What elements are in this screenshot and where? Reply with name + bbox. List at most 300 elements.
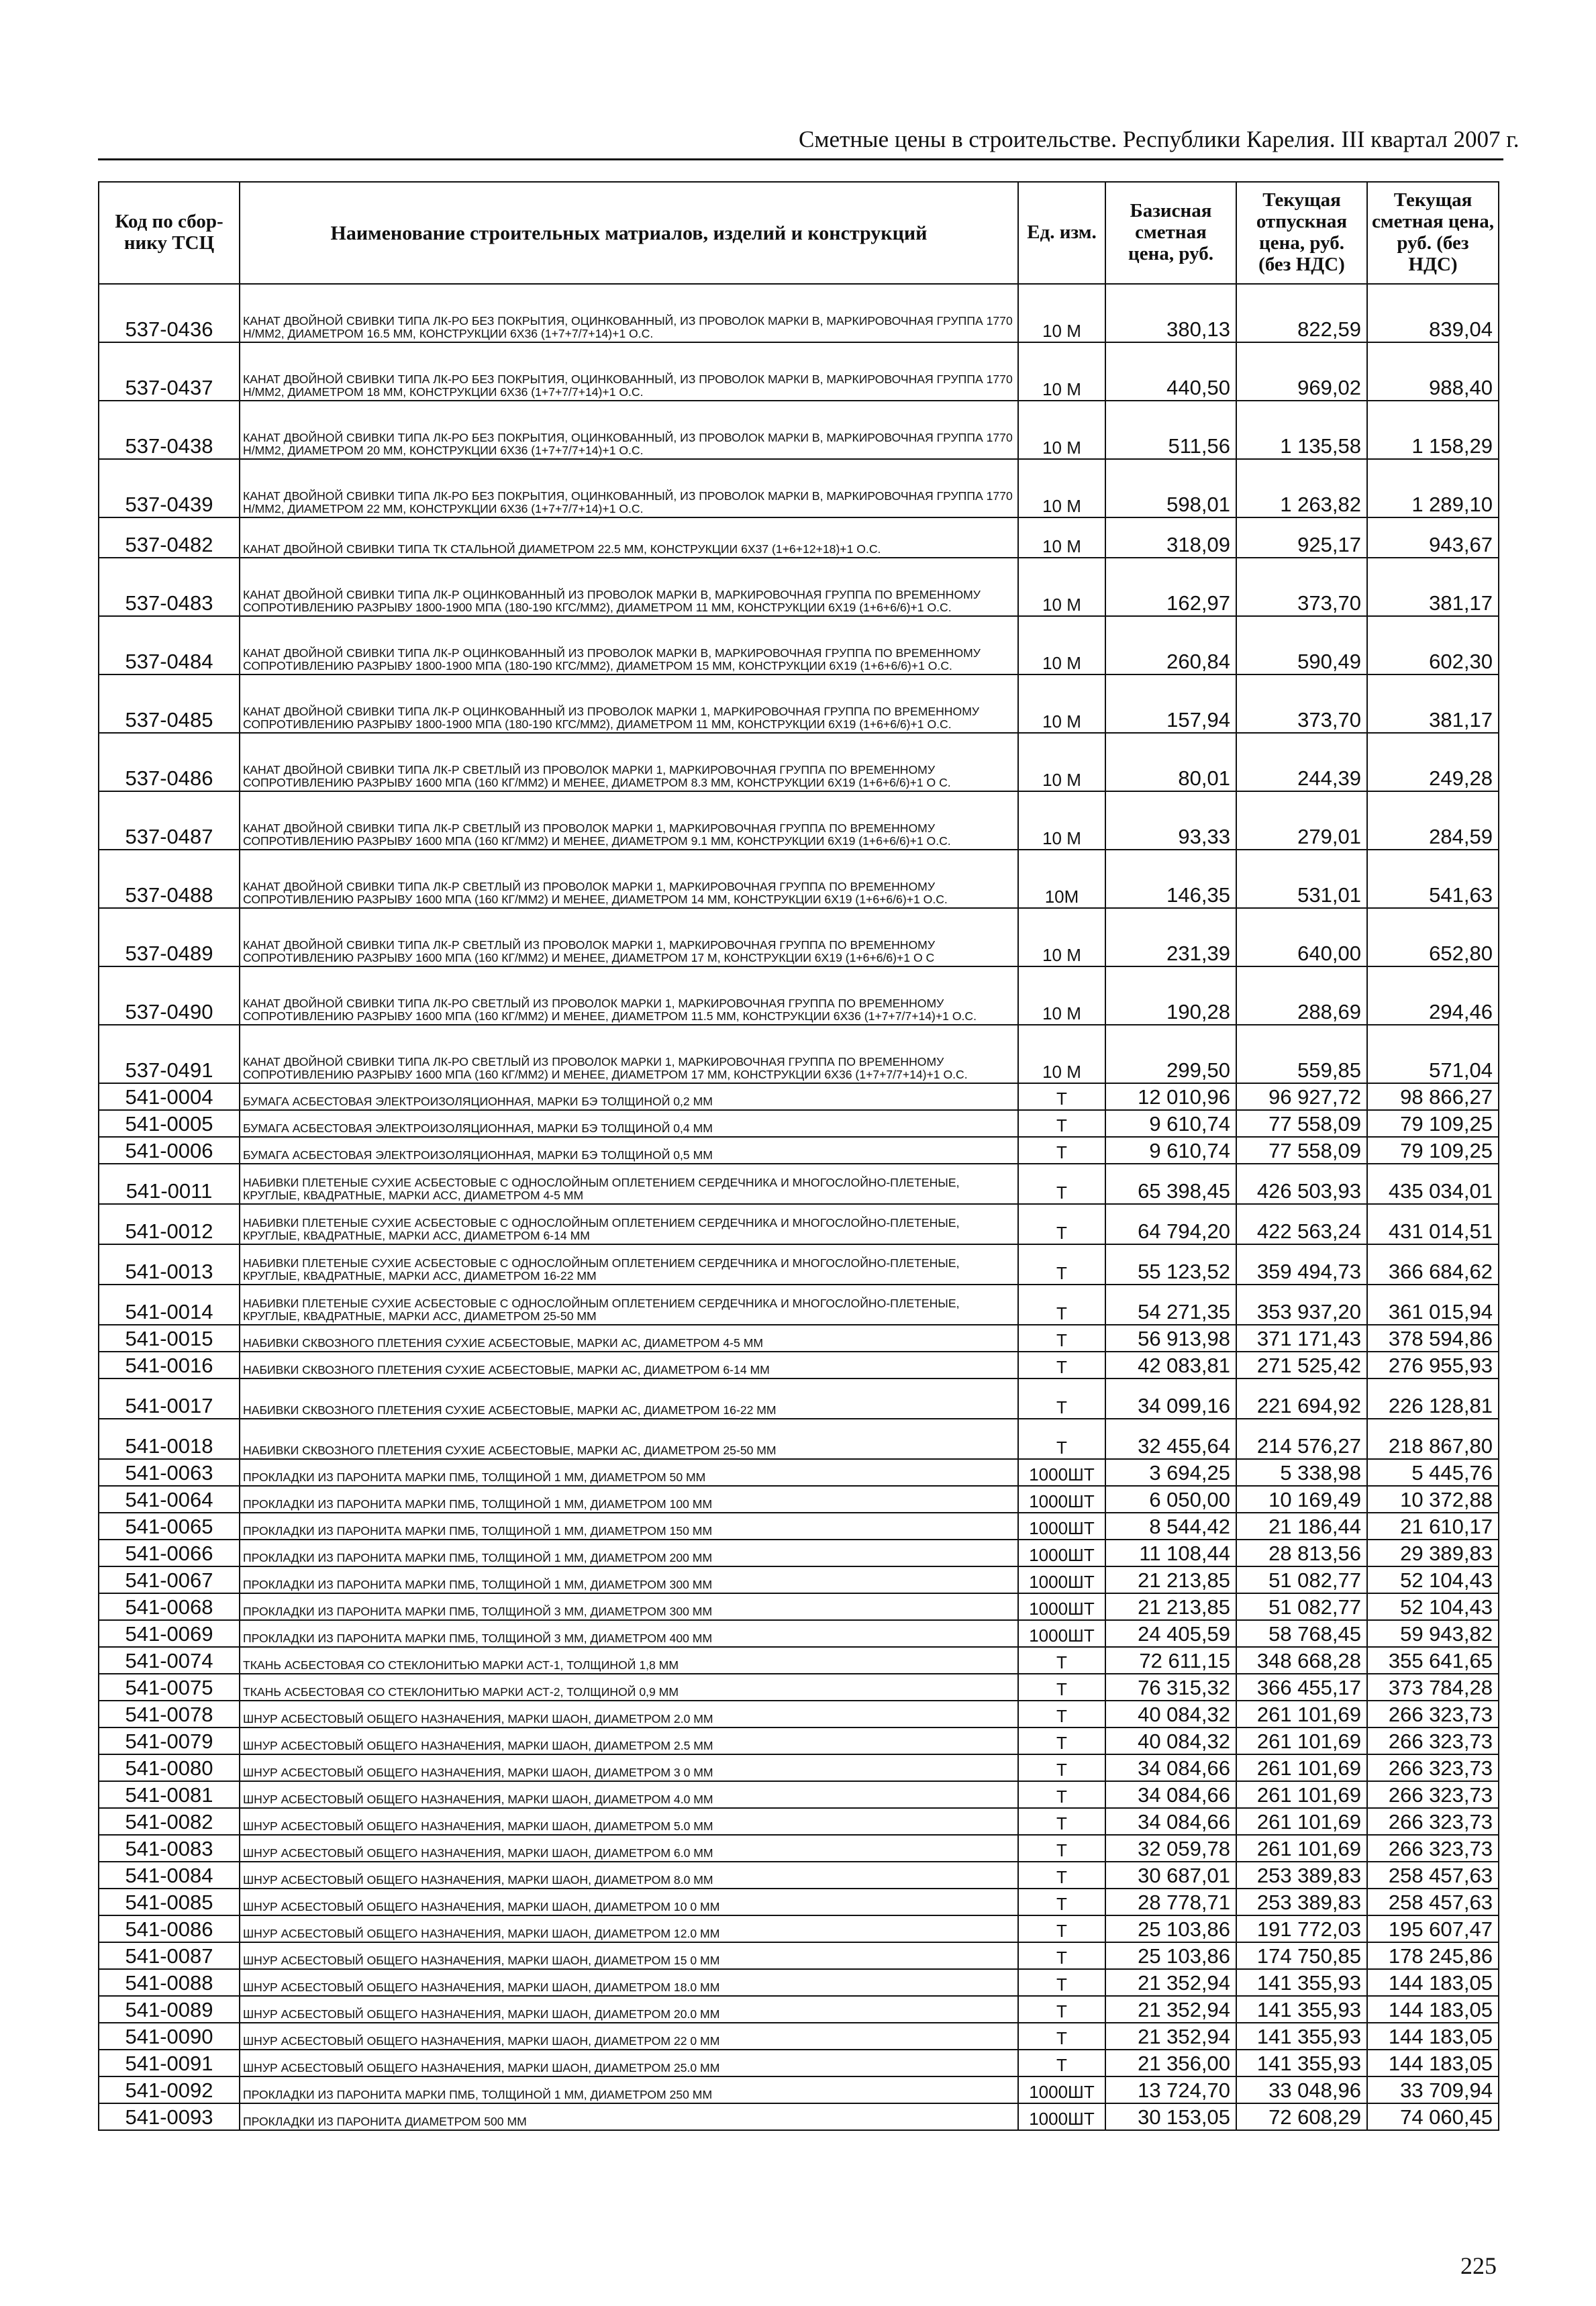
estimate-price-cell: 266 323,73 (1367, 1835, 1499, 1862)
table-row (99, 791, 1499, 850)
unit-cell: Т (1018, 1915, 1105, 1942)
base-price-cell: 9 610,74 (1105, 1137, 1236, 1164)
unit-cell: Т (1018, 1110, 1105, 1137)
base-price-cell: 34 099,16 (1105, 1378, 1236, 1419)
base-price-cell: 12 010,96 (1105, 1083, 1236, 1110)
column-header-unit: Ед. изм. (1018, 182, 1105, 284)
code-cell: 541-0074 (99, 1647, 240, 1674)
base-price-cell: 56 913,98 (1105, 1325, 1236, 1352)
unit-cell: Т (1018, 1352, 1105, 1378)
table-row (99, 1889, 1499, 1915)
base-price-cell: 6 050,00 (1105, 1486, 1236, 1513)
unit-cell: 1000ШТ (1018, 1593, 1105, 1620)
release-price-cell: 5 338,98 (1236, 1459, 1367, 1486)
estimate-price-cell: 1 158,29 (1367, 401, 1499, 459)
estimate-price-cell: 839,04 (1367, 284, 1499, 342)
name-cell: ШНУР АСБЕСТОВЫЙ ОБЩЕГО НАЗНАЧЕНИЯ, МАРКИ ШАОН, ДИАМЕТРОМ 12.0 ММ (240, 1915, 1018, 1942)
release-price-cell: 373,70 (1236, 558, 1367, 616)
table-row (99, 2023, 1499, 2050)
table-row (99, 459, 1499, 517)
unit-cell: Т (1018, 1244, 1105, 1285)
release-price-cell: 261 101,69 (1236, 1754, 1367, 1781)
name-cell: ТКАНЬ АСБЕСТОВАЯ СО СТЕКЛОНИТЬЮ МАРКИ АСТ-1, ТОЛЩИНОЙ 1,8 ММ (240, 1647, 1018, 1674)
unit-cell: 10М (1018, 850, 1105, 908)
code-cell: 541-0075 (99, 1674, 240, 1701)
estimate-price-cell: 59 943,82 (1367, 1620, 1499, 1647)
code-cell: 541-0005 (99, 1110, 240, 1137)
base-price-cell: 28 778,71 (1105, 1889, 1236, 1915)
unit-cell: 10 М (1018, 459, 1105, 517)
code-cell: 537-0490 (99, 966, 240, 1025)
base-price-cell: 54 271,35 (1105, 1285, 1236, 1325)
name-cell: ШНУР АСБЕСТОВЫЙ ОБЩЕГО НАЗНАЧЕНИЯ, МАРКИ ШАОН, ДИАМЕТРОМ 10 0 ММ (240, 1889, 1018, 1915)
estimate-price-cell: 361 015,94 (1367, 1285, 1499, 1325)
unit-cell: 10 М (1018, 284, 1105, 342)
release-price-cell: 426 503,93 (1236, 1164, 1367, 1204)
base-price-cell: 40 084,32 (1105, 1701, 1236, 1727)
table-row (99, 1083, 1499, 1110)
name-cell: ШНУР АСБЕСТОВЫЙ ОБЩЕГО НАЗНАЧЕНИЯ, МАРКИ ШАОН, ДИАМЕТРОМ 2.0 ММ (240, 1701, 1018, 1727)
unit-cell: Т (1018, 1083, 1105, 1110)
release-price-cell: 261 101,69 (1236, 1781, 1367, 1808)
table-row (99, 1727, 1499, 1754)
unit-cell: 10 М (1018, 342, 1105, 401)
estimate-price-cell: 571,04 (1367, 1025, 1499, 1083)
estimate-price-cell: 378 594,86 (1367, 1325, 1499, 1352)
release-price-cell: 261 101,69 (1236, 1808, 1367, 1835)
release-price-cell: 51 082,77 (1236, 1566, 1367, 1593)
table-row (99, 1419, 1499, 1459)
base-price-cell: 30 687,01 (1105, 1862, 1236, 1889)
estimate-price-cell: 52 104,43 (1367, 1566, 1499, 1593)
code-cell: 541-0014 (99, 1285, 240, 1325)
base-price-cell: 21 352,94 (1105, 1969, 1236, 1996)
table-row (99, 342, 1499, 401)
estimate-price-cell: 355 641,65 (1367, 1647, 1499, 1674)
code-cell: 541-0017 (99, 1378, 240, 1419)
base-price-cell: 260,84 (1105, 616, 1236, 674)
base-price-cell: 34 084,66 (1105, 1754, 1236, 1781)
estimate-price-cell: 5 445,76 (1367, 1459, 1499, 1486)
code-cell: 541-0082 (99, 1808, 240, 1835)
table-row (99, 1835, 1499, 1862)
name-cell: КАНАТ ДВОЙНОЙ СВИВКИ ТИПА ЛК-РО БЕЗ ПОКРЫТИЯ, ОЦИНКОВАННЫЙ, ИЗ ПРОВОЛОК МАРКИ В, МАРКИРОВОЧНАЯ ГРУППА 1770 Н/ММ2, ДИАМЕТРОМ 20 ММ, КОНСТРУКЦИИ 6Х36 (1+7+7/7+14)+1 О.С. (240, 401, 1018, 459)
name-cell: КАНАТ ДВОЙНОЙ СВИВКИ ТИПА ЛК-РО СВЕТЛЫЙ ИЗ ПРОВОЛОК МАРКИ 1, МАРКИРОВОЧНАЯ ГРУППА ПО ВРЕМЕННОМУ СОПРОТИВЛЕНИЮ РАЗРЫВУ 1600 МПА (160 КГ/ММ2) И МЕНЕЕ, ДИАМЕТРОМ 17 ММ, КОНСТРУКЦИИ 6Х36 (1+7+7/7+14)+1 О.С. (240, 1025, 1018, 1083)
estimate-price-cell: 541,63 (1367, 850, 1499, 908)
unit-cell: 1000ШТ (1018, 1459, 1105, 1486)
release-price-cell: 28 813,56 (1236, 1540, 1367, 1566)
estimate-price-cell: 258 457,63 (1367, 1862, 1499, 1889)
release-price-cell: 261 101,69 (1236, 1835, 1367, 1862)
name-cell: НАБИВКИ ПЛЕТЕНЫЕ СУХИЕ АСБЕСТОВЫЕ С ОДНОСЛОЙНЫМ ОПЛЕТЕНИЕМ СЕРДЕЧНИКА И МНОГОСЛОЙНО-ПЛЕТЕНЫЕ, КРУГЛЫЕ, КВАДРАТНЫЕ, МАРКИ АСС, ДИАМЕТРОМ 4-5 ММ (240, 1164, 1018, 1204)
code-cell: 541-0087 (99, 1942, 240, 1969)
unit-cell: 1000ШТ (1018, 1540, 1105, 1566)
name-cell: ПРОКЛАДКИ ИЗ ПАРОНИТА МАРКИ ПМБ, ТОЛЩИНОЙ 1 ММ, ДИАМЕТРОМ 250 ММ (240, 2076, 1018, 2103)
name-cell: КАНАТ ДВОЙНОЙ СВИВКИ ТИПА ЛК-Р ОЦИНКОВАННЫЙ ИЗ ПРОВОЛОК МАРКИ В, МАРКИРОВОЧНАЯ ГРУППА ПО ВРЕМЕННОМУ СОПРОТИВЛЕНИЮ РАЗРЫВУ 1800-1900 МПА (180-190 КГС/ММ2), ДИАМЕТРОМ 11 ММ, КОНСТРУКЦИИ 6Х19 (1+6+6/6)+1 О.С. (240, 558, 1018, 616)
unit-cell: 1000ШТ (1018, 2103, 1105, 2130)
table-row (99, 1942, 1499, 1969)
code-cell: 537-0488 (99, 850, 240, 908)
table-row (99, 1969, 1499, 1996)
code-cell: 541-0090 (99, 2023, 240, 2050)
table-body (99, 284, 1499, 2130)
base-price-cell: 25 103,86 (1105, 1915, 1236, 1942)
base-price-cell: 11 108,44 (1105, 1540, 1236, 1566)
unit-cell: Т (1018, 2023, 1105, 2050)
base-price-cell: 190,28 (1105, 966, 1236, 1025)
base-price-cell: 72 611,15 (1105, 1647, 1236, 1674)
base-price-cell: 65 398,45 (1105, 1164, 1236, 1204)
base-price-cell: 80,01 (1105, 733, 1236, 791)
code-cell: 541-0080 (99, 1754, 240, 1781)
table-row (99, 1513, 1499, 1540)
release-price-cell: 10 169,49 (1236, 1486, 1367, 1513)
base-price-cell: 34 084,66 (1105, 1808, 1236, 1835)
release-price-cell: 353 937,20 (1236, 1285, 1367, 1325)
name-cell: ПРОКЛАДКИ ИЗ ПАРОНИТА МАРКИ ПМБ, ТОЛЩИНОЙ 1 ММ, ДИАМЕТРОМ 50 ММ (240, 1459, 1018, 1486)
table-row (99, 401, 1499, 459)
table-row (99, 1915, 1499, 1942)
estimate-price-cell: 276 955,93 (1367, 1352, 1499, 1378)
unit-cell: Т (1018, 1996, 1105, 2023)
table-row (99, 1781, 1499, 1808)
table-row (99, 284, 1499, 342)
estimate-price-cell: 144 183,05 (1367, 1969, 1499, 1996)
running-header: Сметные цены в строительстве. Республики Карелия. III квартал 2007 г. (799, 126, 1519, 152)
table-row (99, 1110, 1499, 1137)
name-cell: ТКАНЬ АСБЕСТОВАЯ СО СТЕКЛОНИТЬЮ МАРКИ АСТ-2, ТОЛЩИНОЙ 0,9 ММ (240, 1674, 1018, 1701)
column-header-base-price: Базисная сметная цена, руб. (1105, 182, 1236, 284)
table-row (99, 1620, 1499, 1647)
base-price-cell: 21 352,94 (1105, 2023, 1236, 2050)
name-cell: КАНАТ ДВОЙНОЙ СВИВКИ ТИПА ЛК-Р СВЕТЛЫЙ ИЗ ПРОВОЛОК МАРКИ 1, МАРКИРОВОЧНАЯ ГРУППА ПО ВРЕМЕННОМУ СОПРОТИВЛЕНИЮ РАЗРЫВУ 1600 МПА (160 КГ/ММ2) И МЕНЕЕ, ДИАМЕТРОМ 8.3 ММ, КОНСТРУКЦИИ 6Х19 (1+6+6/6)+1 О С. (240, 733, 1018, 791)
release-price-cell: 1 135,58 (1236, 401, 1367, 459)
code-cell: 541-0089 (99, 1996, 240, 2023)
unit-cell: Т (1018, 1285, 1105, 1325)
unit-cell: Т (1018, 1969, 1105, 1996)
base-price-cell: 511,56 (1105, 401, 1236, 459)
code-cell: 541-0067 (99, 1566, 240, 1593)
base-price-cell: 8 544,42 (1105, 1513, 1236, 1540)
name-cell: ПРОКЛАДКИ ИЗ ПАРОНИТА МАРКИ ПМБ, ТОЛЩИНОЙ 1 ММ, ДИАМЕТРОМ 300 ММ (240, 1566, 1018, 1593)
base-price-cell: 32 455,64 (1105, 1419, 1236, 1459)
release-price-cell: 359 494,73 (1236, 1244, 1367, 1285)
code-cell: 541-0065 (99, 1513, 240, 1540)
base-price-cell: 440,50 (1105, 342, 1236, 401)
unit-cell: 10 М (1018, 791, 1105, 850)
table-row (99, 966, 1499, 1025)
code-cell: 541-0064 (99, 1486, 240, 1513)
name-cell: КАНАТ ДВОЙНОЙ СВИВКИ ТИПА ЛК-Р СВЕТЛЫЙ ИЗ ПРОВОЛОК МАРКИ 1, МАРКИРОВОЧНАЯ ГРУППА ПО ВРЕМЕННОМУ СОПРОТИВЛЕНИЮ РАЗРЫВУ 1600 МПА (160 КГ/ММ2) И МЕНЕЕ, ДИАМЕТРОМ 9.1 ММ, КОНСТРУКЦИИ 6Х19 (1+6+6/6)+1 О.С. (240, 791, 1018, 850)
base-price-cell: 157,94 (1105, 674, 1236, 733)
estimate-price-cell: 1 289,10 (1367, 459, 1499, 517)
estimate-price-cell: 266 323,73 (1367, 1754, 1499, 1781)
code-cell: 541-0081 (99, 1781, 240, 1808)
table-row (99, 1540, 1499, 1566)
base-price-cell: 21 352,94 (1105, 1996, 1236, 2023)
release-price-cell: 371 171,43 (1236, 1325, 1367, 1352)
table-row (99, 850, 1499, 908)
code-cell: 541-0016 (99, 1352, 240, 1378)
base-price-cell: 598,01 (1105, 459, 1236, 517)
unit-cell: Т (1018, 1647, 1105, 1674)
code-cell: 541-0068 (99, 1593, 240, 1620)
code-cell: 541-0011 (99, 1164, 240, 1204)
estimate-price-cell: 266 323,73 (1367, 1781, 1499, 1808)
release-price-cell: 366 455,17 (1236, 1674, 1367, 1701)
table-row (99, 1647, 1499, 1674)
unit-cell: 10 М (1018, 733, 1105, 791)
code-cell: 541-0083 (99, 1835, 240, 1862)
base-price-cell: 40 084,32 (1105, 1727, 1236, 1754)
unit-cell: 1000ШТ (1018, 1620, 1105, 1647)
base-price-cell: 3 694,25 (1105, 1459, 1236, 1486)
release-price-cell: 96 927,72 (1236, 1083, 1367, 1110)
release-price-cell: 271 525,42 (1236, 1352, 1367, 1378)
name-cell: ШНУР АСБЕСТОВЫЙ ОБЩЕГО НАЗНАЧЕНИЯ, МАРКИ ШАОН, ДИАМЕТРОМ 5.0 ММ (240, 1808, 1018, 1835)
base-price-cell: 318,09 (1105, 517, 1236, 558)
name-cell: КАНАТ ДВОЙНОЙ СВИВКИ ТИПА ЛК-РО БЕЗ ПОКРЫТИЯ, ОЦИНКОВАННЫЙ, ИЗ ПРОВОЛОК МАРКИ В, МАРКИРОВОЧНАЯ ГРУППА 1770 Н/ММ2, ДИАМЕТРОМ 22 ММ, КОНСТРУКЦИИ 6Х36 (1+7+7/7+14)+1 О.С. (240, 459, 1018, 517)
name-cell: КАНАТ ДВОЙНОЙ СВИВКИ ТИПА ЛК-РО БЕЗ ПОКРЫТИЯ, ОЦИНКОВАННЫЙ, ИЗ ПРОВОЛОК МАРКИ В, МАРКИРОВОЧНАЯ ГРУППА 1770 Н/ММ2, ДИАМЕТРОМ 16.5 ММ, КОНСТРУКЦИИ 6Х36 (1+7+7/7+14)+1 О.С. (240, 284, 1018, 342)
base-price-cell: 299,50 (1105, 1025, 1236, 1083)
base-price-cell: 21 213,85 (1105, 1593, 1236, 1620)
release-price-cell: 288,69 (1236, 966, 1367, 1025)
unit-cell: 10 М (1018, 908, 1105, 966)
base-price-cell: 21 356,00 (1105, 2050, 1236, 2076)
base-price-cell: 25 103,86 (1105, 1942, 1236, 1969)
table-row (99, 1244, 1499, 1285)
estimate-price-cell: 294,46 (1367, 966, 1499, 1025)
code-cell: 541-0079 (99, 1727, 240, 1754)
table-header-row (99, 182, 1499, 284)
unit-cell: 1000ШТ (1018, 1513, 1105, 1540)
estimate-price-cell: 435 034,01 (1367, 1164, 1499, 1204)
name-cell: ШНУР АСБЕСТОВЫЙ ОБЩЕГО НАЗНАЧЕНИЯ, МАРКИ ШАОН, ДИАМЕТРОМ 4.0 ММ (240, 1781, 1018, 1808)
code-cell: 541-0091 (99, 2050, 240, 2076)
estimate-price-cell: 29 389,83 (1367, 1540, 1499, 1566)
estimate-price-cell: 144 183,05 (1367, 1996, 1499, 2023)
table-row (99, 1378, 1499, 1419)
release-price-cell: 51 082,77 (1236, 1593, 1367, 1620)
code-cell: 541-0018 (99, 1419, 240, 1459)
code-cell: 541-0012 (99, 1204, 240, 1244)
table-row (99, 1025, 1499, 1083)
release-price-cell: 244,39 (1236, 733, 1367, 791)
code-cell: 537-0483 (99, 558, 240, 616)
table-row (99, 1862, 1499, 1889)
base-price-cell: 21 213,85 (1105, 1566, 1236, 1593)
release-price-cell: 174 750,85 (1236, 1942, 1367, 1969)
name-cell: ШНУР АСБЕСТОВЫЙ ОБЩЕГО НАЗНАЧЕНИЯ, МАРКИ ШАОН, ДИАМЕТРОМ 6.0 ММ (240, 1835, 1018, 1862)
base-price-cell: 13 724,70 (1105, 2076, 1236, 2103)
code-cell: 541-0063 (99, 1459, 240, 1486)
unit-cell: Т (1018, 1727, 1105, 1754)
table-row (99, 1459, 1499, 1486)
name-cell: БУМАГА АСБЕСТОВАЯ ЭЛЕКТРОИЗОЛЯЦИОННАЯ, МАРКИ БЭ ТОЛЩИНОЙ 0,5 ММ (240, 1137, 1018, 1164)
estimate-price-cell: 144 183,05 (1367, 2023, 1499, 2050)
unit-cell: 10 М (1018, 674, 1105, 733)
code-cell: 541-0088 (99, 1969, 240, 1996)
release-price-cell: 141 355,93 (1236, 2050, 1367, 2076)
name-cell: ШНУР АСБЕСТОВЫЙ ОБЩЕГО НАЗНАЧЕНИЯ, МАРКИ ШАОН, ДИАМЕТРОМ 3 0 ММ (240, 1754, 1018, 1781)
estimate-price-cell: 144 183,05 (1367, 2050, 1499, 2076)
estimate-price-cell: 178 245,86 (1367, 1942, 1499, 1969)
code-cell: 537-0487 (99, 791, 240, 850)
estimate-price-cell: 74 060,45 (1367, 2103, 1499, 2130)
name-cell: ШНУР АСБЕСТОВЫЙ ОБЩЕГО НАЗНАЧЕНИЯ, МАРКИ ШАОН, ДИАМЕТРОМ 2.5 ММ (240, 1727, 1018, 1754)
code-cell: 541-0085 (99, 1889, 240, 1915)
name-cell: БУМАГА АСБЕСТОВАЯ ЭЛЕКТРОИЗОЛЯЦИОННАЯ, МАРКИ БЭ ТОЛЩИНОЙ 0,4 ММ (240, 1110, 1018, 1137)
unit-cell: Т (1018, 1754, 1105, 1781)
name-cell: КАНАТ ДВОЙНОЙ СВИВКИ ТИПА ТК СТАЛЬНОЙ ДИАМЕТРОМ 22.5 ММ, КОНСТРУКЦИИ 6Х37 (1+6+12+18)+1 О.С. (240, 517, 1018, 558)
code-cell: 541-0092 (99, 2076, 240, 2103)
base-price-cell: 32 059,78 (1105, 1835, 1236, 1862)
release-price-cell: 969,02 (1236, 342, 1367, 401)
code-cell: 537-0439 (99, 459, 240, 517)
table-row (99, 1593, 1499, 1620)
estimate-price-cell: 266 323,73 (1367, 1727, 1499, 1754)
table-row (99, 1486, 1499, 1513)
release-price-cell: 822,59 (1236, 284, 1367, 342)
code-cell: 537-0491 (99, 1025, 240, 1083)
unit-cell: 10 М (1018, 558, 1105, 616)
estimate-price-cell: 33 709,94 (1367, 2076, 1499, 2103)
name-cell: НАБИВКИ СКВОЗНОГО ПЛЕТЕНИЯ СУХИЕ АСБЕСТОВЫЕ, МАРКИ АС, ДИАМЕТРОМ 25-50 ММ (240, 1419, 1018, 1459)
name-cell: КАНАТ ДВОЙНОЙ СВИВКИ ТИПА ЛК-Р ОЦИНКОВАННЫЙ ИЗ ПРОВОЛОК МАРКИ 1, МАРКИРОВОЧНАЯ ГРУППА ПО ВРЕМЕННОМУ СОПРОТИВЛЕНИЮ РАЗРЫВУ 1800-1900 МПА (180-190 КГС/ММ2), ДИАМЕТРОМ 11 ММ, КОНСТРУКЦИИ 6Х19 (1+6+6/6)+1 О.С. (240, 674, 1018, 733)
estimate-price-cell: 284,59 (1367, 791, 1499, 850)
estimate-price-cell: 266 323,73 (1367, 1808, 1499, 1835)
estimate-price-cell: 218 867,80 (1367, 1419, 1499, 1459)
table-row (99, 733, 1499, 791)
unit-cell: Т (1018, 1889, 1105, 1915)
column-header-estimate-price: Текущая сметная цена, руб. (без НДС) (1367, 182, 1499, 284)
header-rule (98, 158, 1503, 160)
base-price-cell: 146,35 (1105, 850, 1236, 908)
table-row (99, 1204, 1499, 1244)
name-cell: КАНАТ ДВОЙНОЙ СВИВКИ ТИПА ЛК-Р СВЕТЛЫЙ ИЗ ПРОВОЛОК МАРКИ 1, МАРКИРОВОЧНАЯ ГРУППА ПО ВРЕМЕННОМУ СОПРОТИВЛЕНИЮ РАЗРЫВУ 1600 МПА (160 КГ/ММ2) И МЕНЕЕ, ДИАМЕТРОМ 14 ММ, КОНСТРУКЦИИ 6Х19 (1+6+6/6)+1 О.С. (240, 850, 1018, 908)
release-price-cell: 348 668,28 (1236, 1647, 1367, 1674)
base-price-cell: 162,97 (1105, 558, 1236, 616)
name-cell: ПРОКЛАДКИ ИЗ ПАРОНИТА МАРКИ ПМБ, ТОЛЩИНОЙ 3 ММ, ДИАМЕТРОМ 300 ММ (240, 1593, 1018, 1620)
code-cell: 537-0485 (99, 674, 240, 733)
table-row (99, 2050, 1499, 2076)
base-price-cell: 24 405,59 (1105, 1620, 1236, 1647)
estimate-price-cell: 381,17 (1367, 674, 1499, 733)
code-cell: 541-0084 (99, 1862, 240, 1889)
name-cell: ШНУР АСБЕСТОВЫЙ ОБЩЕГО НАЗНАЧЕНИЯ, МАРКИ ШАОН, ДИАМЕТРОМ 22 0 ММ (240, 2023, 1018, 2050)
release-price-cell: 422 563,24 (1236, 1204, 1367, 1244)
table-row (99, 616, 1499, 674)
release-price-cell: 33 048,96 (1236, 2076, 1367, 2103)
name-cell: БУМАГА АСБЕСТОВАЯ ЭЛЕКТРОИЗОЛЯЦИОННАЯ, МАРКИ БЭ ТОЛЩИНОЙ 0,2 ММ (240, 1083, 1018, 1110)
code-cell: 541-0013 (99, 1244, 240, 1285)
table-row (99, 1325, 1499, 1352)
table-row (99, 2076, 1499, 2103)
estimate-price-cell: 195 607,47 (1367, 1915, 1499, 1942)
estimate-price-cell: 10 372,88 (1367, 1486, 1499, 1513)
table-row (99, 1996, 1499, 2023)
unit-cell: Т (1018, 1862, 1105, 1889)
unit-cell: Т (1018, 1674, 1105, 1701)
name-cell: КАНАТ ДВОЙНОЙ СВИВКИ ТИПА ЛК-Р СВЕТЛЫЙ ИЗ ПРОВОЛОК МАРКИ 1, МАРКИРОВОЧНАЯ ГРУППА ПО ВРЕМЕННОМУ СОПРОТИВЛЕНИЮ РАЗРЫВУ 1600 МПА (160 КГ/ММ2) И МЕНЕЕ, ДИАМЕТРОМ 17 М, КОНСТРУКЦИИ 6Х19 (1+6+6/6)+1 О С (240, 908, 1018, 966)
release-price-cell: 640,00 (1236, 908, 1367, 966)
release-price-cell: 590,49 (1236, 616, 1367, 674)
name-cell: НАБИВКИ ПЛЕТЕНЫЕ СУХИЕ АСБЕСТОВЫЕ С ОДНОСЛОЙНЫМ ОПЛЕТЕНИЕМ СЕРДЕЧНИКА И МНОГОСЛОЙНО-ПЛЕТЕНЫЕ, КРУГЛЫЕ, КВАДРАТНЫЕ, МАРКИ АСС, ДИАМЕТРОМ 6-14 ММ (240, 1204, 1018, 1244)
name-cell: ПРОКЛАДКИ ИЗ ПАРОНИТА МАРКИ ПМБ, ТОЛЩИНОЙ 1 ММ, ДИАМЕТРОМ 150 ММ (240, 1513, 1018, 1540)
estimate-price-cell: 52 104,43 (1367, 1593, 1499, 1620)
page-number: 225 (1460, 2252, 1497, 2279)
table-row (99, 1164, 1499, 1204)
table-row (99, 1285, 1499, 1325)
release-price-cell: 141 355,93 (1236, 1969, 1367, 1996)
name-cell: ПРОКЛАДКИ ИЗ ПАРОНИТА МАРКИ ПМБ, ТОЛЩИНОЙ 1 ММ, ДИАМЕТРОМ 200 ММ (240, 1540, 1018, 1566)
name-cell: КАНАТ ДВОЙНОЙ СВИВКИ ТИПА ЛК-РО БЕЗ ПОКРЫТИЯ, ОЦИНКОВАННЫЙ, ИЗ ПРОВОЛОК МАРКИ В, МАРКИРОВОЧНАЯ ГРУППА 1770 Н/ММ2, ДИАМЕТРОМ 18 ММ, КОНСТРУКЦИИ 6Х36 (1+7+7/7+14)+1 О.С. (240, 342, 1018, 401)
name-cell: ПРОКЛАДКИ ИЗ ПАРОНИТА МАРКИ ПМБ, ТОЛЩИНОЙ 1 ММ, ДИАМЕТРОМ 100 ММ (240, 1486, 1018, 1513)
estimate-price-cell: 21 610,17 (1367, 1513, 1499, 1540)
code-cell: 541-0006 (99, 1137, 240, 1164)
name-cell: НАБИВКИ СКВОЗНОГО ПЛЕТЕНИЯ СУХИЕ АСБЕСТОВЫЕ, МАРКИ АС, ДИАМЕТРОМ 6-14 ММ (240, 1352, 1018, 1378)
estimate-price-cell: 98 866,27 (1367, 1083, 1499, 1110)
code-cell: 541-0015 (99, 1325, 240, 1352)
estimate-price-cell: 249,28 (1367, 733, 1499, 791)
base-price-cell: 93,33 (1105, 791, 1236, 850)
unit-cell: Т (1018, 1808, 1105, 1835)
estimate-price-cell: 381,17 (1367, 558, 1499, 616)
base-price-cell: 34 084,66 (1105, 1781, 1236, 1808)
unit-cell: Т (1018, 1701, 1105, 1727)
estimate-price-cell: 226 128,81 (1367, 1378, 1499, 1419)
estimate-price-cell: 258 457,63 (1367, 1889, 1499, 1915)
name-cell: НАБИВКИ СКВОЗНОГО ПЛЕТЕНИЯ СУХИЕ АСБЕСТОВЫЕ, МАРКИ АС, ДИАМЕТРОМ 16-22 ММ (240, 1378, 1018, 1419)
code-cell: 537-0489 (99, 908, 240, 966)
release-price-cell: 253 389,83 (1236, 1889, 1367, 1915)
base-price-cell: 76 315,32 (1105, 1674, 1236, 1701)
table-row (99, 2103, 1499, 2130)
release-price-cell: 925,17 (1236, 517, 1367, 558)
unit-cell: Т (1018, 1164, 1105, 1204)
unit-cell: Т (1018, 1942, 1105, 1969)
estimate-price-cell: 79 109,25 (1367, 1137, 1499, 1164)
release-price-cell: 221 694,92 (1236, 1378, 1367, 1419)
table-row (99, 1566, 1499, 1593)
code-cell: 541-0078 (99, 1701, 240, 1727)
name-cell: НАБИВКИ ПЛЕТЕНЫЕ СУХИЕ АСБЕСТОВЫЕ С ОДНОСЛОЙНЫМ ОПЛЕТЕНИЕМ СЕРДЕЧНИКА И МНОГОСЛОЙНО-ПЛЕТЕНЫЕ, КРУГЛЫЕ, КВАДРАТНЫЕ, МАРКИ АСС, ДИАМЕТРОМ 25-50 ММ (240, 1285, 1018, 1325)
release-price-cell: 58 768,45 (1236, 1620, 1367, 1647)
estimate-price-cell: 431 014,51 (1367, 1204, 1499, 1244)
estimate-price-cell: 79 109,25 (1367, 1110, 1499, 1137)
unit-cell: 10 М (1018, 1025, 1105, 1083)
table-row (99, 1701, 1499, 1727)
column-header-name: Наименование строительных матриалов, изделий и конструкций (240, 182, 1018, 284)
unit-cell: 10 М (1018, 401, 1105, 459)
release-price-cell: 72 608,29 (1236, 2103, 1367, 2130)
unit-cell: 10 М (1018, 616, 1105, 674)
name-cell: ШНУР АСБЕСТОВЫЙ ОБЩЕГО НАЗНАЧЕНИЯ, МАРКИ ШАОН, ДИАМЕТРОМ 20.0 ММ (240, 1996, 1018, 2023)
estimate-price-cell: 602,30 (1367, 616, 1499, 674)
code-cell: 537-0438 (99, 401, 240, 459)
unit-cell: 1000ШТ (1018, 1566, 1105, 1593)
name-cell: ПРОКЛАДКИ ИЗ ПАРОНИТА МАРКИ ПМБ, ТОЛЩИНОЙ 3 ММ, ДИАМЕТРОМ 400 ММ (240, 1620, 1018, 1647)
release-price-cell: 191 772,03 (1236, 1915, 1367, 1942)
unit-cell: Т (1018, 1419, 1105, 1459)
unit-cell: Т (1018, 1835, 1105, 1862)
code-cell: 537-0436 (99, 284, 240, 342)
estimate-price-cell: 373 784,28 (1367, 1674, 1499, 1701)
table-row (99, 1754, 1499, 1781)
release-price-cell: 261 101,69 (1236, 1727, 1367, 1754)
release-price-cell: 261 101,69 (1236, 1701, 1367, 1727)
code-cell: 541-0066 (99, 1540, 240, 1566)
